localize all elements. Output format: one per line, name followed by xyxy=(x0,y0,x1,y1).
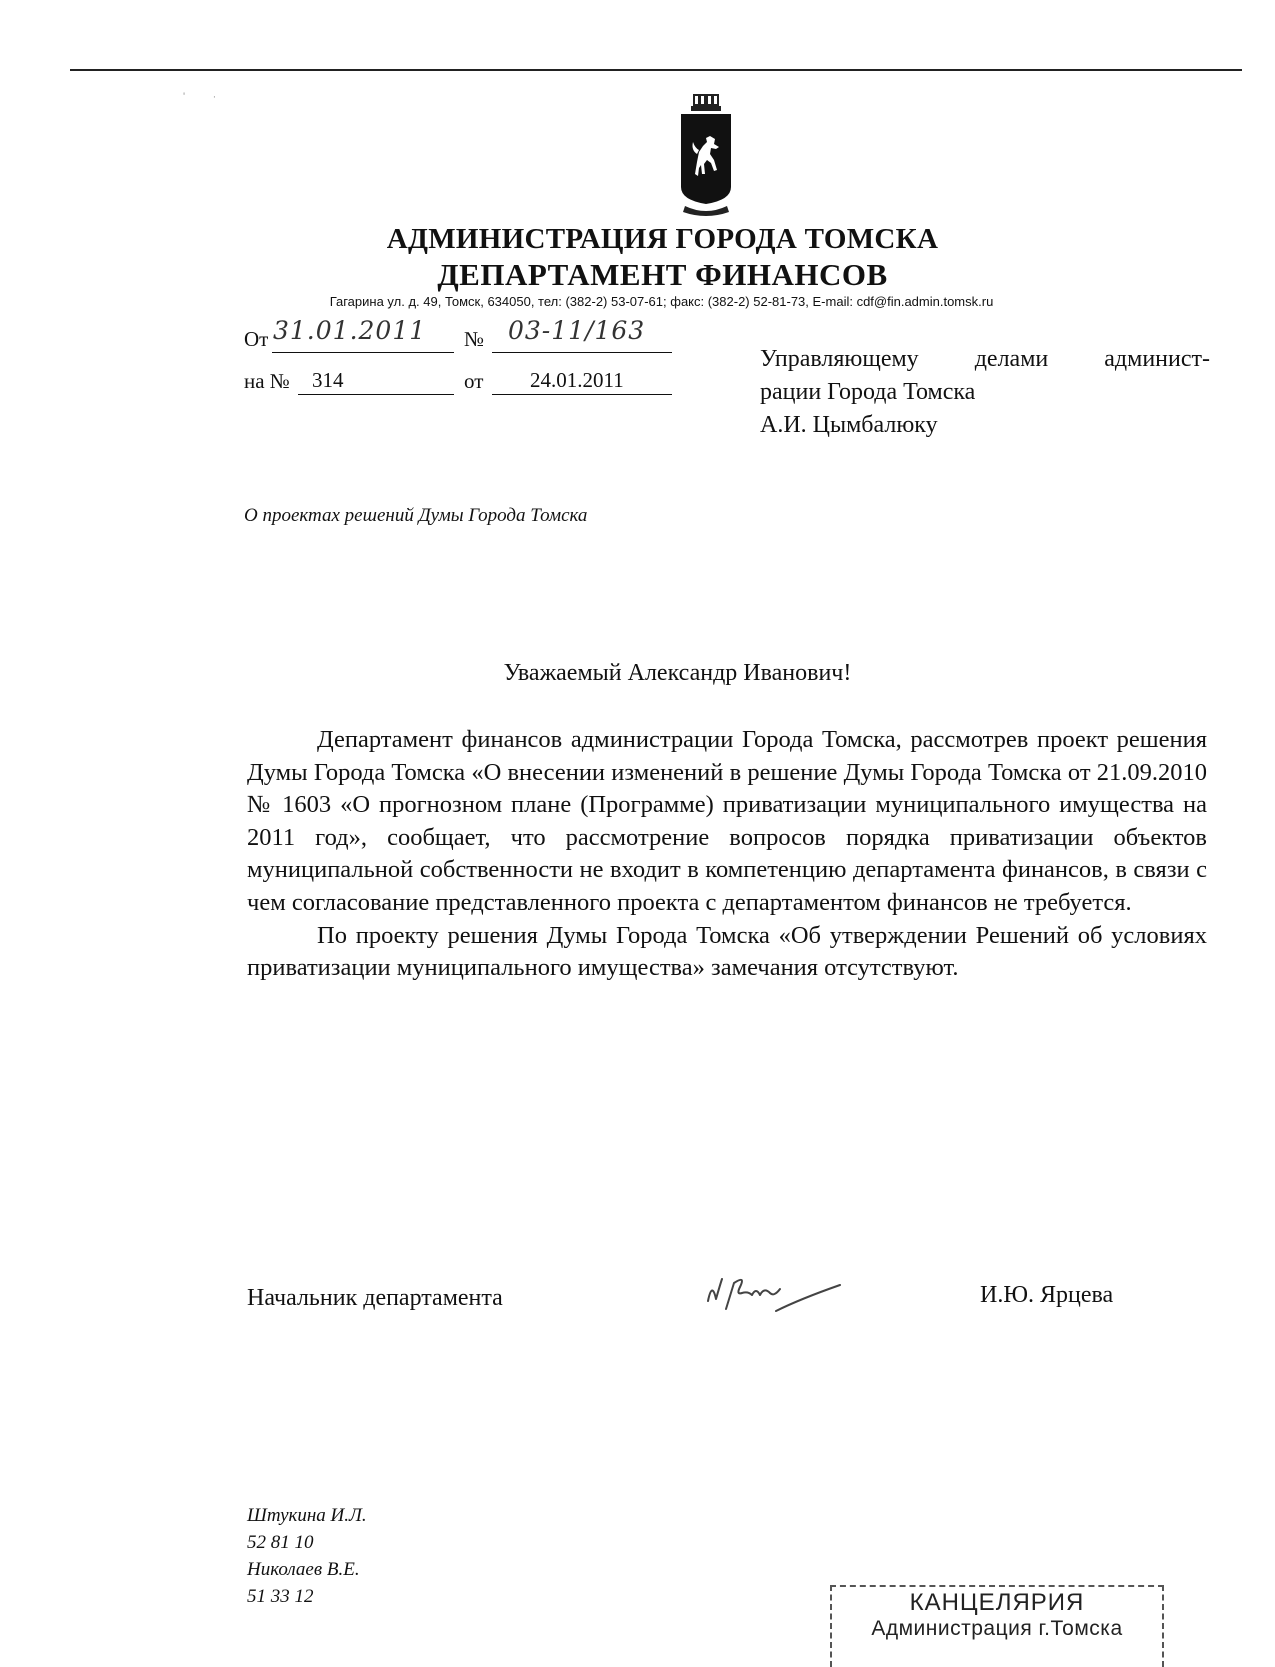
letter-subject: О проектах решений Думы Города Томска xyxy=(244,505,588,526)
department-title: ДЕПАРТАМЕНТ ФИНАНСОВ xyxy=(437,257,888,292)
letter-body xyxy=(247,724,1207,985)
number-label: № xyxy=(464,327,485,351)
number-underline xyxy=(492,352,672,353)
stamp-org: Администрация г.Томска xyxy=(871,1617,1123,1640)
in-reply-date-underline xyxy=(492,394,672,395)
tomsk-crest-icon xyxy=(677,92,735,220)
in-reply-date: 24.01.2011 xyxy=(530,368,624,392)
signatory-name: И.Ю. Ярцева xyxy=(980,1282,1114,1308)
addressee-block xyxy=(760,343,1210,442)
body-paragraph: Департамент финансов администрации Города Томска, рассмотрев проект решения Думы Города Томска «О внесении изменений в решение Думы Города Томска от 21.09.2010 № 1603 «О прогнозном плане (Программе) приватизации муниципального имущества на 2011 год», сообщает, что рассмотрение вопросов порядка приватизации объектов муниципальной собственности не входит в компетенцию департамента финансов, в связи с чем согласование представленного проекта с департаментом финансов не требуется. xyxy=(247,726,1207,916)
executors-block xyxy=(247,1502,367,1610)
top-rule xyxy=(70,69,1242,71)
in-reply-label: на № xyxy=(244,369,290,393)
executor-name: Николаев В.Е. xyxy=(247,1559,360,1580)
date-value: 31.01.2011 xyxy=(273,316,427,345)
registry-stamp xyxy=(830,1585,1164,1667)
organization-title: АДМИНИСТРАЦИЯ ГОРОДА ТОМСКА xyxy=(386,223,939,255)
executor-phone: 52 81 10 xyxy=(247,1532,314,1553)
executor-phone: 51 33 12 xyxy=(247,1586,314,1607)
addressee-line: Управляющему делами админист- xyxy=(760,346,1210,372)
in-reply-date-label: от xyxy=(464,369,484,393)
executor-name: Штукина И.Л. xyxy=(247,1505,367,1526)
scan-speck: ' · xyxy=(183,91,217,103)
in-reply-underline xyxy=(298,394,454,395)
number-value: 03-11/163 xyxy=(508,316,646,345)
handwritten-signature-icon xyxy=(700,1265,850,1325)
greeting: Уважаемый Александр Иванович! xyxy=(503,660,852,686)
date-label: От xyxy=(244,327,269,351)
date-underline xyxy=(272,352,454,353)
addressee-line: рации Города Томска xyxy=(760,379,976,405)
addressee-name: А.И. Цымбалюку xyxy=(760,412,938,438)
body-paragraph: По проекту решения Думы Города Томска «Об утверждении Решений об условиях приватизации муниципального имущества» замечания отсутствуют. xyxy=(247,921,1207,982)
signatory-position: Начальник департамента xyxy=(247,1285,503,1311)
department-address: Гагарина ул. д. 49, Томск, 634050, тел: (382-2) 53-07-61; факс: (382-2) 52-81-73, E-mail: cdf@fin.admin.tomsk.ru xyxy=(329,294,994,309)
in-reply-number: 314 xyxy=(312,368,344,392)
stamp-title: КАНЦЕЛЯРИЯ xyxy=(909,1589,1085,1616)
